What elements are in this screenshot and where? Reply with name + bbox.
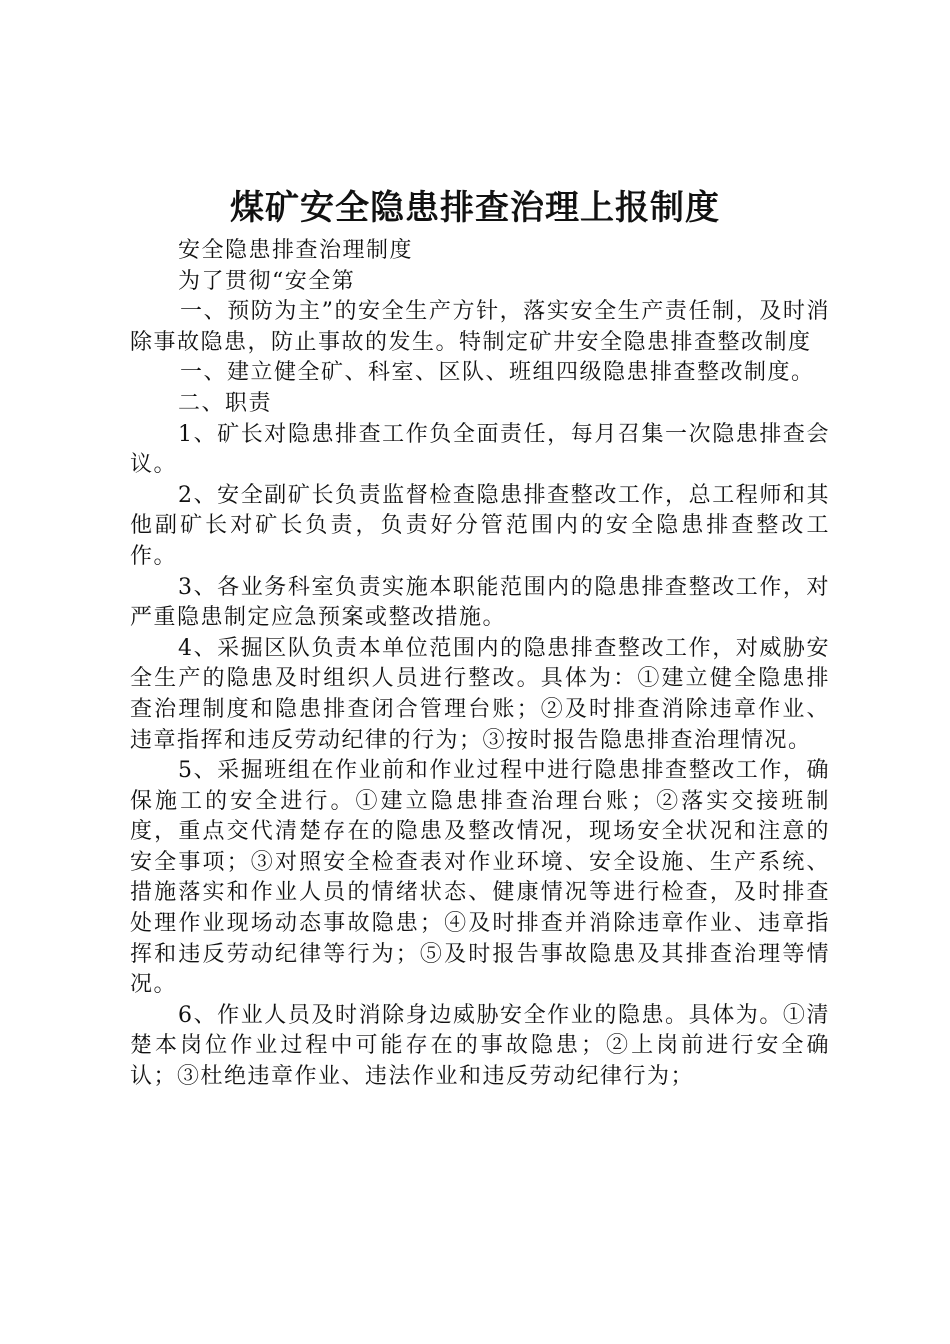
paragraph-item-2: 2、安全副矿长负责监督检查隐患排查整改工作，总工程师和其他副矿长对矿长负责，负责好分管范围内的安全隐患排查整改工作。	[130, 482, 830, 569]
paragraph-policy: 一、预防为主”的安全生产方针，落实安全生产责任制，及时消除事故隐患，防止事故的发生。特制定矿井安全隐患排查整改制度	[130, 299, 830, 355]
paragraph-item-5: 5、采掘班组在作业前和作业过程中进行隐患排查整改工作，确保施工的安全进行。①建立隐患排查治理台账；②落实交接班制度，重点交代清楚存在的隐患及整改情况，现场安全状况和注意的安全事项；③对照安全检查表对作业环境、安全设施、生产系统、措施落实和作业人员的情绪状态、健康情况等进行检查，及时排查处理作业现场动态事故隐患；④及时排查并消除违章作业、违章指挥和违反劳动纪律等行为；⑤及时报告事故隐患及其排查治理等情况。	[130, 758, 830, 998]
paragraph-item-6: 6、作业人员及时消除身边威胁安全作业的隐患。具体为。①清楚本岗位作业过程中可能存在的事故隐患；②上岗前进行安全确认；③杜绝违章作业、违法作业和违反劳动纪律行为；	[130, 1002, 830, 1090]
paragraph-item-3: 3、各业务科室负责实施本职能范围内的隐患排查整改工作，对严重隐患制定应急预案或整改措施。	[130, 574, 830, 631]
paragraph-subtitle: 安全隐患排查治理制度	[178, 238, 414, 263]
document-title: 煤矿安全隐患排查治理上报制度	[230, 188, 720, 228]
paragraph-section-2-heading: 二、职责	[178, 390, 273, 416]
paragraph-section-1: 一、建立健全矿、科室、区队、班组四级隐患排查整改制度。	[180, 360, 815, 386]
paragraph-item-1: 1、矿长对隐患排查工作负全面责任，每月召集一次隐患排查会议。	[130, 421, 830, 478]
document-body	[130, 236, 830, 1093]
paragraph-intro: 为了贯彻“安全第	[178, 268, 356, 294]
paragraph-item-4: 4、采掘区队负责本单位范围内的隐患排查整改工作，对威胁安全生产的隐患及时组织人员进行整改。具体为：①建立健全隐患排查治理制度和隐患排查闭合管理台账；②及时排查消除违章作业、违章指挥和违反劳动纪律的行为；③按时报告隐患排查治理情况。	[130, 635, 830, 753]
